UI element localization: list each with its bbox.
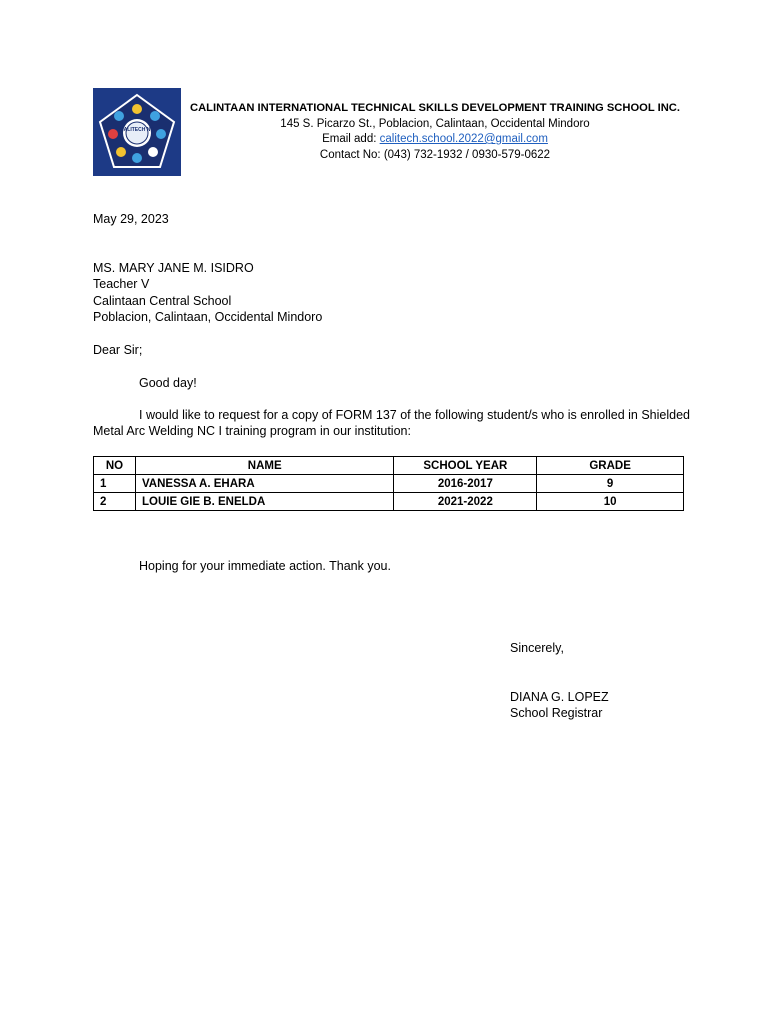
email-link[interactable]: calitech.school.2022@gmail.com [379, 133, 548, 145]
recipient-block [93, 260, 322, 326]
school-logo [93, 88, 181, 176]
email-label: Email add: [322, 133, 377, 145]
row-name: LOUIE GIE B. ENELDA [135, 493, 393, 511]
row-no: 2 [94, 493, 136, 511]
email-line [190, 132, 680, 148]
sign-off: Sincerely, [510, 641, 564, 655]
header-grade: GRADE [537, 457, 684, 475]
logo-text: CALITECH NC [120, 127, 154, 133]
recipient-school: Calintaan Central School [93, 293, 232, 308]
signature-block [510, 689, 609, 722]
row-grade: 10 [537, 493, 684, 511]
request-text: I would like to request for a copy of FORM 137 of the following student/s who is enrolled in Shielded Metal Arc Welding NC I training program in our institution: [93, 408, 690, 439]
greeting: Good day! [139, 376, 197, 390]
row-name: VANESSA A. EHARA [135, 475, 393, 493]
letterhead [190, 101, 680, 163]
signer-name: DIANA G. LOPEZ [510, 690, 609, 704]
school-address: 145 S. Picarzo St., Poblacion, Calintaan, Occidental Mindoro [280, 117, 590, 130]
row-school-year: 2021-2022 [394, 493, 537, 511]
table-row [94, 475, 684, 493]
row-school-year: 2016-2017 [394, 475, 537, 493]
salutation: Dear Sir; [93, 343, 143, 357]
recipient-name: MS. MARY JANE M. ISIDRO [93, 261, 254, 275]
table-row [94, 493, 684, 511]
recipient-address: Poblacion, Calintaan, Occidental Mindoro [93, 310, 323, 325]
contact-line: Contact No: (043) 732-1932 / 0930-579-0622 [319, 148, 551, 161]
signer-title: School Registrar [510, 706, 603, 721]
request-paragraph [93, 407, 693, 440]
table-header-row [94, 457, 684, 475]
header-name: NAME [135, 457, 393, 475]
students-table [93, 456, 684, 511]
letter-date: May 29, 2023 [93, 212, 169, 226]
school-name: CALINTAAN INTERNATIONAL TECHNICAL SKILLS DEVELOPMENT TRAINING SCHOOL INC. [190, 102, 680, 114]
recipient-title: Teacher V [93, 277, 150, 292]
row-grade: 9 [537, 475, 684, 493]
closing-line: Hoping for your immediate action. Thank you. [139, 559, 391, 573]
header-school-year: SCHOOL YEAR [394, 457, 537, 475]
row-no: 1 [94, 475, 136, 493]
header-no: NO [94, 457, 136, 475]
